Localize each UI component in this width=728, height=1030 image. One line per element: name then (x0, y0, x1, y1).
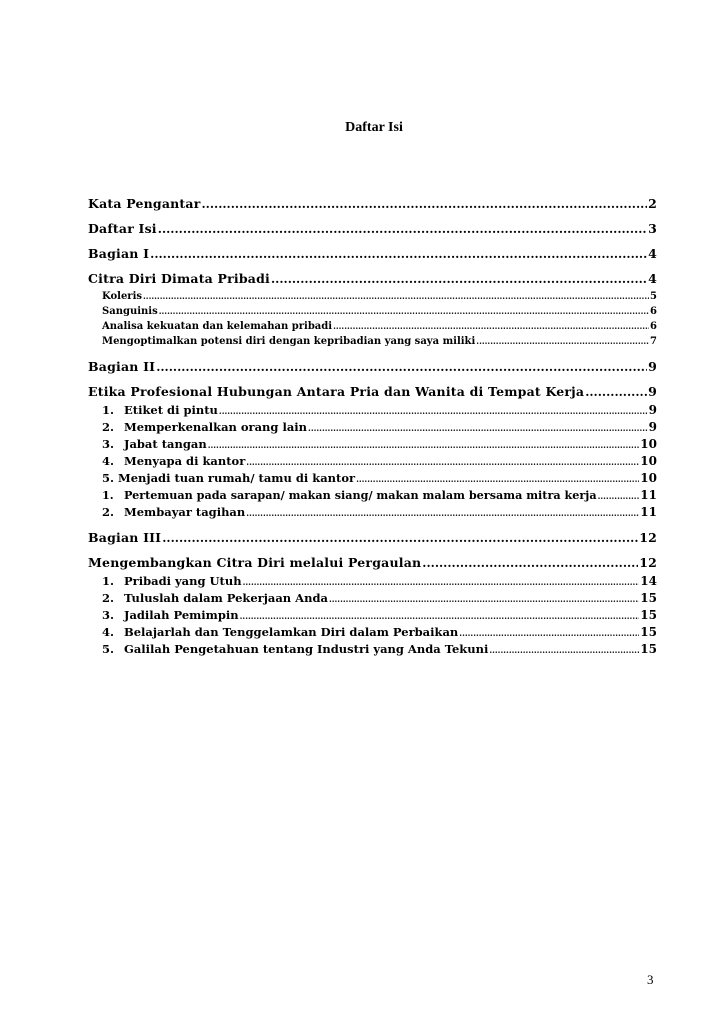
toc-entry[interactable] (88, 246, 657, 262)
toc-entry-page: 4 (648, 246, 657, 261)
toc-leader-dots (201, 197, 647, 211)
toc-leader-dots (159, 306, 649, 316)
toc-entry-label: Jabat tangan (124, 437, 207, 451)
toc-subentry[interactable] (88, 625, 657, 642)
toc-entry-page: 9 (648, 359, 657, 374)
toc-leader-dots (246, 457, 639, 467)
toc-entry-page: 7 (650, 336, 657, 347)
toc-entry-page: 15 (640, 642, 657, 656)
toc-entry-label: Etiket di pintu (124, 403, 218, 417)
toc-entry-label: Kata Pengantar (88, 196, 201, 211)
toc-entry-label: 5. Menjadi tuan rumah/ tamu di kantor (102, 471, 356, 485)
toc-entry-page: 15 (640, 625, 657, 639)
toc-entry-number: 1. (102, 403, 115, 417)
toc-leader-dots (240, 611, 640, 621)
toc-entry-label: Etika Profesional Hubungan Antara Pria dan Wanita di Tempat Kerja (88, 384, 585, 399)
toc-subentry[interactable] (88, 336, 657, 351)
toc-leader-dots (158, 222, 647, 236)
toc-subentry[interactable] (88, 591, 657, 608)
toc-entry-page: 14 (640, 574, 657, 588)
toc-entry-label: Mengoptimalkan potensi diri dengan kepribadian yang saya miliki (102, 336, 476, 347)
toc-entry-page: 10 (640, 437, 657, 451)
toc-entry-label: Daftar Isi (88, 221, 157, 236)
toc-leader-dots (598, 491, 640, 501)
toc-subentry[interactable] (88, 505, 657, 522)
toc-subentry[interactable] (88, 471, 657, 488)
toc-entry[interactable] (88, 555, 657, 571)
toc-entry-page: 9 (648, 384, 657, 399)
toc-entry-label: Tuluslah dalam Pekerjaan Anda (124, 591, 328, 605)
toc-entry-page: 11 (640, 505, 657, 519)
toc-entry-page: 10 (640, 471, 657, 485)
toc-entry-number: 3. (102, 437, 115, 451)
toc-entry-page: 6 (650, 306, 657, 317)
toc-entry-page: 5 (650, 291, 657, 302)
toc-entry-page: 10 (640, 454, 657, 468)
toc-entry-label: Membayar tagihan (124, 505, 246, 519)
toc-entry[interactable] (88, 221, 657, 237)
toc-entry[interactable] (88, 359, 657, 375)
toc-entry-label: Koleris (102, 291, 142, 302)
toc-entry-page: 12 (639, 530, 657, 545)
toc-entry-page: 3 (648, 221, 657, 236)
toc-subentry[interactable] (88, 642, 657, 659)
toc-entry-label: Galilah Pengetahuan tentang Industri yang Anda Tekuni (124, 642, 489, 656)
toc-leader-dots (459, 628, 639, 638)
toc-leader-dots (208, 440, 640, 450)
toc-entry-page: 12 (639, 555, 657, 570)
toc-entry-page: 9 (648, 420, 657, 434)
toc-subentry[interactable] (88, 488, 657, 505)
toc-subentry[interactable] (88, 403, 657, 420)
toc-entry-number: 3. (102, 608, 115, 622)
toc-entry-label: Bagian I (88, 246, 150, 261)
toc-entry-label: Menyapa di kantor (124, 454, 246, 468)
toc-subentry[interactable] (88, 291, 657, 306)
toc-entry-number: 5. (102, 642, 115, 656)
toc-leader-dots (243, 577, 640, 587)
toc-leader-dots (219, 406, 648, 416)
toc-subentry[interactable] (88, 574, 657, 591)
toc-entry-page: 11 (640, 488, 657, 502)
toc-entry-number: 1. (102, 488, 114, 502)
toc-leader-dots (308, 423, 648, 433)
toc-entry-number: 4. (102, 625, 115, 639)
toc-entry-label: Belajarlah dan Tenggelamkan Diri dalam Perbaikan (124, 625, 459, 639)
toc-leader-dots (150, 247, 647, 261)
toc-leader-dots (271, 272, 647, 286)
toc-entry-label: Citra Diri Dimata Pribadi (88, 271, 270, 286)
toc-entry[interactable] (88, 384, 657, 400)
toc-entry-number: 2. (102, 591, 115, 605)
toc-entry-page: 15 (640, 608, 657, 622)
table-of-contents (88, 196, 657, 659)
toc-entry[interactable] (88, 530, 657, 546)
toc-leader-dots (156, 360, 647, 374)
toc-subentry[interactable] (88, 306, 657, 321)
toc-entry-label: Analisa kekuatan dan kelemahan pribadi (102, 321, 333, 332)
toc-leader-dots (333, 321, 649, 331)
toc-subentry[interactable] (88, 321, 657, 336)
toc-subentry[interactable] (88, 437, 657, 454)
toc-entry[interactable] (88, 271, 657, 287)
toc-entry-label: Bagian II (88, 359, 156, 374)
toc-entry-page: 15 (640, 591, 657, 605)
toc-subentry[interactable] (88, 454, 657, 471)
toc-entry-label: Pertemuan pada sarapan/ makan siang/ makan malam bersama mitra kerja (124, 488, 597, 502)
toc-leader-dots (356, 474, 639, 484)
toc-entry-label: Memperkenalkan orang lain (124, 420, 308, 434)
toc-entry-page: 2 (648, 196, 657, 211)
toc-entry-page: 6 (650, 321, 657, 332)
toc-subentry[interactable] (88, 420, 657, 437)
toc-entry-number: 1. (102, 574, 115, 588)
toc-entry-label: Sanguinis (102, 306, 158, 317)
page-number: 3 (647, 972, 654, 987)
toc-entry-number: 4. (102, 454, 115, 468)
toc-leader-dots (162, 531, 638, 545)
toc-leader-dots (422, 556, 638, 570)
toc-entry-number: 2. (102, 420, 115, 434)
toc-entry-label: Jadilah Pemimpin (124, 608, 239, 622)
toc-leader-dots (489, 645, 639, 655)
toc-entry-label: Pribadi yang Utuh (124, 574, 242, 588)
toc-leader-dots (476, 336, 649, 346)
toc-leader-dots (329, 594, 639, 604)
page-title: Daftar Isi (345, 120, 403, 135)
toc-leader-dots (246, 508, 639, 518)
toc-entry-page: 9 (648, 403, 657, 417)
toc-leader-dots (585, 385, 647, 399)
toc-entry-label: Bagian III (88, 530, 162, 545)
toc-entry-number: 2. (102, 505, 115, 519)
toc-leader-dots (143, 291, 649, 301)
toc-subentry[interactable] (88, 608, 657, 625)
toc-entry[interactable] (88, 196, 657, 212)
toc-entry-label: Mengembangkan Citra Diri melalui Pergaulan (88, 555, 422, 570)
toc-entry-page: 4 (648, 271, 657, 286)
